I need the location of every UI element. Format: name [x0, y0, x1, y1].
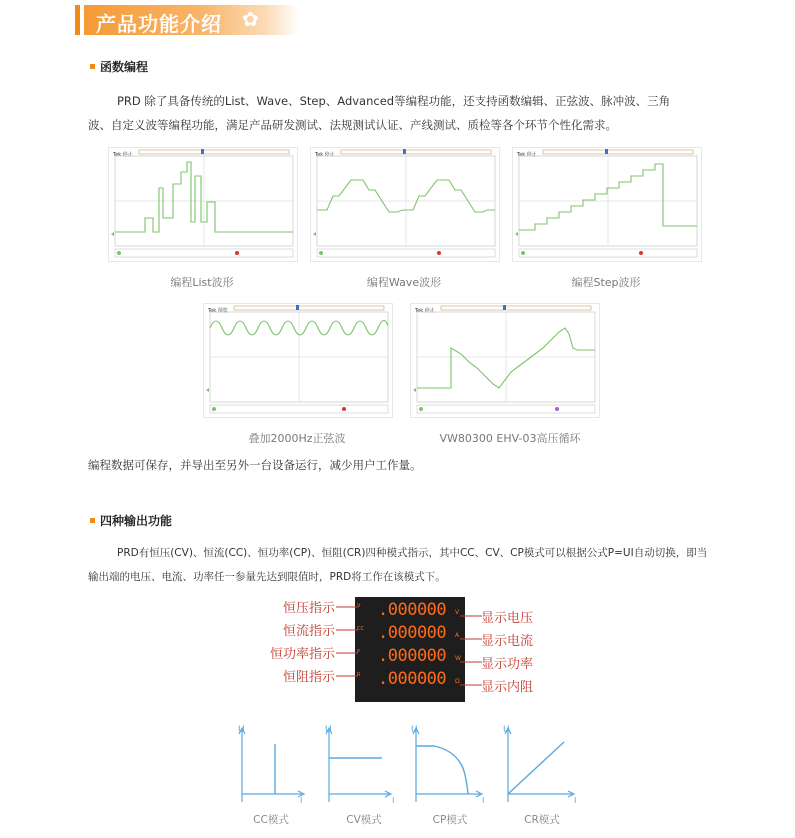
- power-readout: .000000: [378, 646, 447, 666]
- current-readout: .000000: [378, 623, 447, 643]
- paragraph-line: 输出端的电压、电流、功率任一参量先达到限值时，PRD将工作在该模式下。: [88, 571, 446, 583]
- svg-text:Tek 停止: Tek 停止: [113, 152, 133, 158]
- caption-step: 编程Step波形: [571, 276, 641, 289]
- label-show-resistance: 显示内阻: [481, 680, 534, 695]
- label-cc-indicator: 恒流指示: [283, 624, 336, 639]
- caption-list: 编程List波形: [170, 276, 234, 289]
- section-title-programming: 函数编程: [100, 60, 149, 74]
- label-show-voltage: 显示电压: [481, 611, 534, 626]
- unit-volt: V: [455, 609, 460, 616]
- caption-cv-mode: CV模式: [346, 814, 382, 826]
- caption-sine: 叠加2000Hz正弦波: [248, 432, 346, 445]
- svg-text:Tek 停止: Tek 停止: [415, 308, 435, 314]
- programming-footer-text: 编程数据可保存，并导出至另外一台设备运行，减少用户工作量。: [88, 458, 422, 472]
- label-cv-indicator: 恒压指示: [283, 601, 336, 616]
- label-show-current: 显示电流: [481, 634, 534, 649]
- section-title-output-modes: 四种输出功能: [100, 514, 173, 528]
- left-leader-lines: [336, 600, 366, 690]
- scope-step-waveform: [512, 147, 702, 262]
- caption-wave: 编程Wave波形: [366, 276, 442, 289]
- axis-i-label: I: [574, 796, 577, 805]
- axis-i-label: I: [300, 796, 303, 805]
- indicator-cr: R: [357, 672, 361, 678]
- paragraph-line: 波、自定义波等编程功能，满足产品研发测试、法规测试认证、产线测试、质检等各个环节个性化需求。: [88, 118, 617, 132]
- scope-sine-overlay: [203, 303, 393, 418]
- svg-text:Tek 停止: Tek 停止: [517, 152, 537, 158]
- unit-amp: A: [455, 632, 460, 639]
- caption-cc-mode: CC模式: [253, 814, 289, 826]
- scope-vw80300-cycle: [410, 303, 600, 418]
- label-show-power: 显示功率: [481, 657, 534, 672]
- scope-wave-waveform: [310, 147, 500, 262]
- svg-text:Tek 预览: Tek 预览: [208, 308, 228, 314]
- axis-i-label: I: [482, 796, 485, 805]
- voltage-readout: .000000: [378, 600, 447, 620]
- header-accent-bar: [75, 5, 80, 35]
- indicator-cv: V: [357, 603, 361, 609]
- indicator-cc: CC: [357, 626, 364, 632]
- bullet-icon: [90, 518, 95, 523]
- unit-ohm: Ω: [455, 678, 460, 685]
- axis-u-label: U: [503, 725, 510, 735]
- svg-text:Tek 停止: Tek 停止: [315, 152, 335, 158]
- scope-list-waveform: [108, 147, 298, 262]
- axis-i-label: I: [392, 796, 395, 805]
- caption-vw80300: VW80300 EHV-03高压循环: [439, 432, 581, 445]
- page-title: 产品功能介绍: [96, 12, 222, 36]
- paragraph-line: PRD有恒压(CV)、恒流(CC)、恒功率(CP)、恒阻(CR)四种模式指示，其中CC、CV、CP模式可以根据公式P=UI自动切换，即当: [117, 547, 708, 559]
- paragraph-line: PRD 除了具备传统的List、Wave、Step、Advanced等编程功能，还支持函数编辑、正弦波、脉冲波、三角: [117, 94, 671, 108]
- axis-u-label: U: [411, 725, 418, 735]
- caption-cr-mode: CR模式: [524, 814, 560, 826]
- unit-watt: W: [455, 655, 461, 662]
- bullet-icon: [90, 64, 95, 69]
- indicator-cp: P: [357, 649, 361, 655]
- resistance-readout: .000000: [378, 669, 447, 689]
- flower-icon: ✿: [242, 7, 259, 31]
- axis-u-label: U: [238, 725, 245, 735]
- caption-cp-mode: CP模式: [432, 814, 468, 826]
- label-cr-indicator: 恒阻指示: [283, 670, 336, 685]
- axis-u-label: U: [325, 725, 332, 735]
- label-cp-indicator: 恒功率指示: [270, 647, 336, 662]
